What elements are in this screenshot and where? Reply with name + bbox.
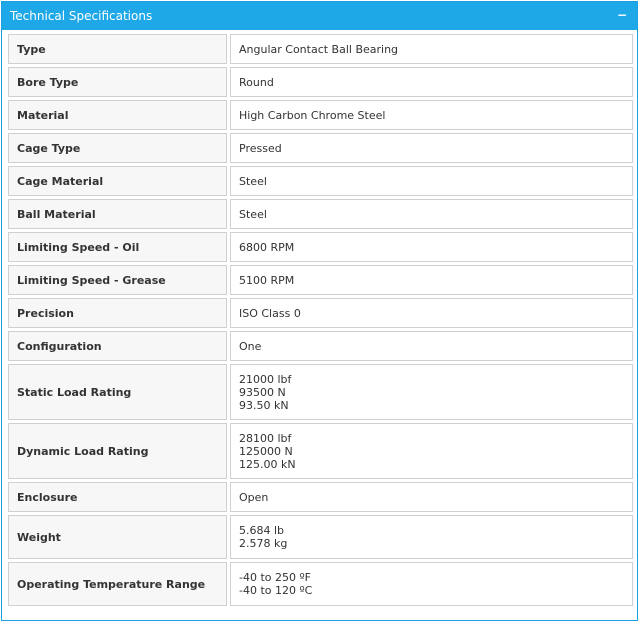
table-row	[8, 199, 633, 229]
spec-value	[230, 515, 633, 559]
spec-value-line: 21000 lbf	[239, 372, 292, 386]
spec-label: Limiting Speed - Grease	[8, 265, 227, 295]
spec-value-line: 125000 N	[239, 444, 293, 458]
panel-header[interactable]	[2, 2, 637, 30]
spec-value-line: ISO Class 0	[239, 306, 301, 320]
spec-value	[230, 34, 633, 64]
spec-label: Ball Material	[8, 199, 227, 229]
spec-label: Dynamic Load Rating	[8, 423, 227, 479]
specs-table	[5, 31, 636, 609]
spec-label: Precision	[8, 298, 227, 328]
spec-value-line: 6800 RPM	[239, 240, 295, 254]
spec-value-line: 93500 N	[239, 385, 286, 399]
table-row	[8, 34, 633, 64]
spec-label: Material	[8, 100, 227, 130]
spec-value-line: Angular Contact Ball Bearing	[239, 42, 399, 56]
table-row	[8, 562, 633, 606]
spec-value-line: 5100 RPM	[239, 273, 295, 287]
spec-value	[230, 199, 633, 229]
spec-value	[230, 423, 633, 479]
spec-value-line: High Carbon Chrome Steel	[239, 108, 386, 122]
spec-label: Configuration	[8, 331, 227, 361]
spec-value	[230, 298, 633, 328]
technical-specifications-panel	[1, 1, 638, 621]
spec-value-line: 125.00 kN	[239, 457, 296, 471]
table-row	[8, 331, 633, 361]
spec-value-line: 93.50 kN	[239, 398, 289, 412]
collapse-icon[interactable]: −	[616, 8, 627, 22]
spec-value	[230, 100, 633, 130]
table-row	[8, 100, 633, 130]
table-row	[8, 515, 633, 559]
spec-value	[230, 232, 633, 262]
spec-label: Bore Type	[8, 67, 227, 97]
table-row	[8, 232, 633, 262]
spec-label: Static Load Rating	[8, 364, 227, 420]
spec-value-line: Open	[239, 490, 269, 504]
table-row	[8, 265, 633, 295]
spec-value-line: 5.684 lb	[239, 524, 285, 537]
spec-value-line: Steel	[239, 207, 267, 221]
table-row	[8, 423, 633, 479]
spec-value-line: 28100 lbf	[239, 431, 292, 445]
spec-value	[230, 364, 633, 420]
spec-label: Cage Material	[8, 166, 227, 196]
spec-value-line: Steel	[239, 174, 267, 188]
spec-value-line: One	[239, 339, 262, 353]
panel-title: Technical Specifications	[10, 9, 153, 23]
spec-label: Enclosure	[8, 482, 227, 512]
spec-value-line: Round	[239, 75, 274, 89]
spec-label: Limiting Speed - Oil	[8, 232, 227, 262]
table-row	[8, 482, 633, 512]
spec-value-line: -40 to 120 ºC	[239, 584, 313, 597]
table-row	[8, 67, 633, 97]
spec-value-line: 2.578 kg	[239, 537, 288, 550]
spec-value	[230, 265, 633, 295]
spec-value-line: Pressed	[239, 141, 282, 155]
spec-value	[230, 133, 633, 163]
table-row	[8, 298, 633, 328]
spec-label: Cage Type	[8, 133, 227, 163]
spec-value	[230, 331, 633, 361]
table-row	[8, 364, 633, 420]
spec-label: Operating Temperature Range	[8, 562, 227, 606]
spec-label: Weight	[8, 515, 227, 559]
table-row	[8, 133, 633, 163]
table-row	[8, 166, 633, 196]
spec-value	[230, 482, 633, 512]
spec-label: Type	[8, 34, 227, 64]
spec-value	[230, 562, 633, 606]
spec-value-line: -40 to 250 ºF	[239, 571, 312, 584]
spec-value	[230, 67, 633, 97]
spec-value	[230, 166, 633, 196]
